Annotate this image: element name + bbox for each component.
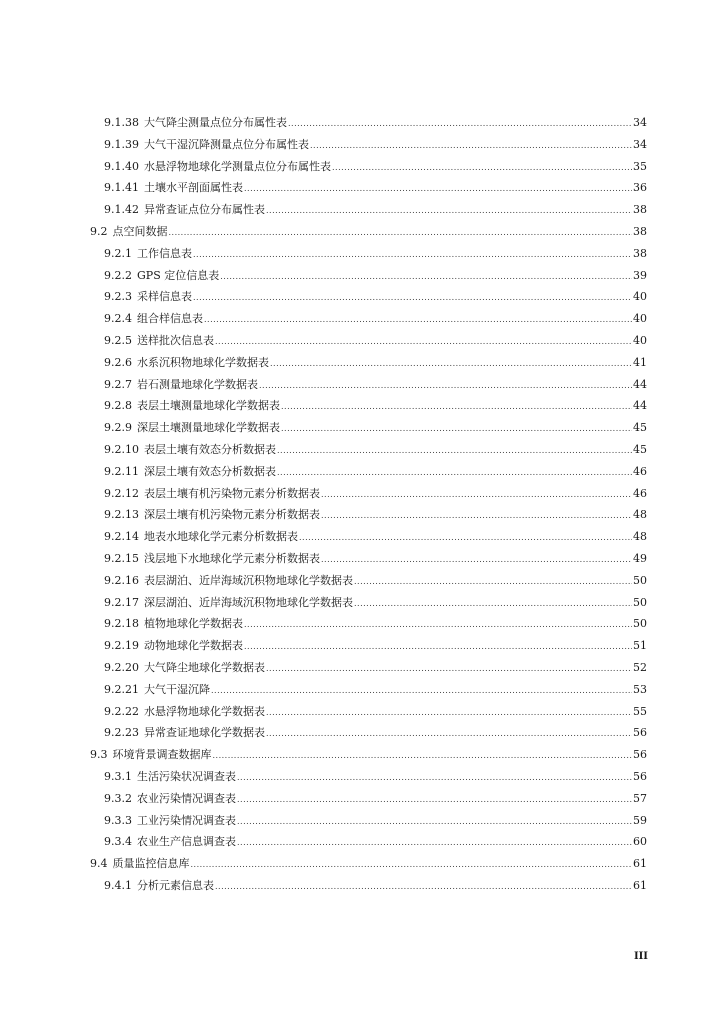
toc-dot-leader — [277, 440, 632, 462]
toc-entry-title: 采样信息表 — [137, 290, 192, 304]
toc-entry-page: 56 — [633, 726, 647, 740]
toc-dot-leader — [237, 789, 632, 811]
toc-entry-page: 38 — [633, 203, 647, 217]
toc-entry-page: 61 — [633, 857, 647, 871]
toc-entry-number: 9.3.4 — [104, 835, 132, 849]
toc-dot-leader — [244, 614, 632, 636]
toc-subsection-entry[interactable] — [0, 417, 724, 439]
toc-dot-leader — [310, 135, 632, 157]
toc-entry-title: 生活污染状况调查表 — [137, 769, 236, 783]
toc-dot-leader — [270, 353, 632, 375]
toc-dot-leader — [354, 593, 632, 615]
toc-entry-title: 大气干湿沉降测量点位分布属性表 — [144, 137, 309, 151]
toc-entry-title: 深层土壤测量地球化学数据表 — [137, 421, 280, 435]
toc-entry-number: 9.2.19 — [104, 639, 139, 653]
toc-dot-leader — [204, 309, 632, 331]
toc-entry-title: 异常查证地球化学数据表 — [144, 726, 265, 740]
toc-entry-title: 土壤水平剖面属性表 — [144, 181, 243, 195]
toc-subsection-entry[interactable] — [0, 395, 724, 417]
toc-dot-leader — [215, 331, 632, 353]
toc-entry-number: 9.2.9 — [104, 421, 132, 435]
toc-entry-page: 38 — [633, 246, 647, 260]
page-number: III — [633, 951, 648, 962]
toc-entry-page: 34 — [633, 116, 647, 129]
toc-dot-leader — [354, 571, 632, 593]
toc-entry-title: 水系沉积物地球化学数据表 — [137, 355, 269, 369]
toc-entry-title: 工作信息表 — [137, 246, 192, 260]
toc-subsection-entry[interactable] — [0, 570, 724, 592]
toc-subsection-entry[interactable] — [0, 548, 724, 570]
toc-entry-page: 40 — [633, 333, 647, 347]
toc-entry-page: 55 — [633, 704, 647, 718]
toc-dot-leader — [244, 636, 632, 658]
toc-subsection-entry[interactable] — [0, 483, 724, 505]
toc-subsection-entry[interactable] — [0, 439, 724, 461]
toc-entry-title: 植物地球化学数据表 — [144, 617, 243, 631]
toc-entry-number: 9.2.14 — [104, 530, 139, 544]
toc-subsection-entry[interactable] — [0, 722, 724, 744]
toc-subsection-entry[interactable] — [0, 461, 724, 483]
toc-subsection-entry[interactable] — [0, 243, 724, 265]
toc-section-entry[interactable] — [0, 853, 724, 875]
toc-entry-page: 60 — [633, 835, 647, 849]
toc-entry-number: 9.2.6 — [104, 355, 132, 369]
toc-entry-title: 表层土壤测量地球化学数据表 — [137, 399, 280, 413]
toc-entry-title: 组合样信息表 — [137, 312, 203, 326]
toc-entry-number: 9.2.7 — [104, 377, 132, 391]
toc-dot-leader — [266, 200, 632, 222]
toc-entry-number: 9.3.1 — [104, 769, 132, 783]
toc-entry-page: 50 — [633, 617, 647, 631]
toc-entry-number: 9.3.3 — [104, 813, 132, 827]
toc-entry-page: 48 — [633, 508, 647, 522]
toc-dot-leader — [277, 462, 632, 484]
toc-entry-number: 9.2.16 — [104, 573, 139, 587]
toc-entry-page: 44 — [633, 399, 647, 413]
toc-entry-page: 34 — [633, 137, 647, 151]
toc-entry-number: 9.2.10 — [104, 442, 139, 456]
toc-subsection-entry[interactable] — [0, 635, 724, 657]
toc-dot-leader — [193, 244, 632, 266]
toc-entry-page: 56 — [633, 748, 647, 762]
toc-subsection-entry[interactable] — [0, 679, 724, 701]
toc-entry-page: 36 — [633, 181, 647, 195]
toc-entry-number: 9.2.3 — [104, 290, 132, 304]
toc-entry-title: 大气降尘地球化学数据表 — [144, 660, 265, 674]
toc-subsection-entry[interactable] — [0, 199, 724, 221]
toc-entry-title: 表层湖泊、近岸海域沉积物地球化学数据表 — [144, 573, 353, 587]
toc-entry-number: 9.1.42 — [104, 203, 139, 217]
toc-dot-leader — [266, 723, 632, 745]
toc-entry-page: 51 — [633, 639, 647, 653]
toc-entry-number: 9.2.5 — [104, 333, 132, 347]
toc-entry-number: 9.2.21 — [104, 682, 139, 696]
toc-entry-title: GPS 定位信息表 — [137, 268, 220, 282]
toc-entry-title: 点空间数据 — [112, 224, 168, 238]
toc-entry-page: 46 — [633, 464, 647, 478]
toc-entry-title: 动物地球化学数据表 — [144, 639, 243, 653]
toc-dot-leader — [259, 375, 632, 397]
toc-entry-number: 9.2.2 — [104, 268, 132, 282]
toc-entry-number: 9.2.11 — [104, 464, 139, 478]
toc-dot-leader — [266, 658, 632, 680]
toc-subsection-entry[interactable] — [0, 766, 724, 788]
toc-dot-leader — [321, 549, 632, 571]
toc-entry-number: 9.1.40 — [104, 159, 139, 173]
toc-dot-leader — [193, 287, 632, 309]
toc-entry-title: 水悬浮物地球化学测量点位分布属性表 — [144, 159, 331, 173]
toc-subsection-entry[interactable] — [0, 112, 724, 134]
toc-entry-page: 52 — [633, 660, 647, 674]
toc-entry-number: 9.2.18 — [104, 617, 139, 631]
toc-dot-leader — [321, 484, 632, 506]
toc-entry-page: 40 — [633, 312, 647, 326]
toc-entry-title: 水悬浮物地球化学数据表 — [144, 704, 265, 718]
toc-entry-page: 50 — [633, 573, 647, 587]
toc-subsection-entry[interactable] — [0, 526, 724, 548]
toc-entry-title: 农业污染情况调查表 — [137, 791, 236, 805]
toc-entry-page: 39 — [633, 268, 647, 282]
toc-entry-page: 45 — [633, 442, 647, 456]
toc-entry-title: 环境背景调查数据库 — [112, 748, 212, 762]
toc-entry-number: 9.3.2 — [104, 791, 132, 805]
toc-dot-leader — [237, 832, 632, 854]
toc-entry-number: 9.4 — [90, 857, 108, 871]
toc-subsection-entry[interactable] — [0, 701, 724, 723]
toc-subsection-entry[interactable] — [0, 504, 724, 526]
toc-entry-title: 大气干湿沉降 — [144, 682, 210, 696]
toc-subsection-entry[interactable] — [0, 352, 724, 374]
toc-dot-leader — [215, 876, 632, 898]
toc-subsection-entry[interactable] — [0, 875, 724, 897]
toc-entry-title: 工业污染情况调查表 — [137, 813, 236, 827]
toc-entry-number: 9.1.39 — [104, 137, 139, 151]
toc-dot-leader — [281, 418, 632, 440]
toc-entry-number: 9.2.23 — [104, 726, 139, 740]
toc-entry-page: 45 — [633, 421, 647, 435]
toc-subsection-entry[interactable] — [0, 265, 724, 287]
toc-dot-leader — [211, 680, 632, 702]
toc-entry-title: 表层土壤有效态分析数据表 — [144, 442, 276, 456]
toc-dot-leader — [244, 178, 632, 200]
toc-entry-number: 9.2.12 — [104, 486, 139, 500]
toc-subsection-entry[interactable] — [0, 156, 724, 178]
toc-subsection-entry[interactable] — [0, 374, 724, 396]
toc-subsection-entry[interactable] — [0, 134, 724, 156]
toc-dot-leader — [169, 222, 633, 244]
toc-entry-number: 9.2.17 — [104, 595, 139, 609]
toc-entry-title: 深层土壤有机污染物元素分析数据表 — [144, 508, 320, 522]
toc-entry-number: 9.2.15 — [104, 551, 139, 565]
toc-dot-leader — [191, 854, 633, 876]
table-of-contents — [0, 112, 724, 897]
toc-entry-number: 9.2.1 — [104, 246, 132, 260]
toc-entry-page: 40 — [633, 290, 647, 304]
toc-entry-number: 9.2.4 — [104, 312, 132, 326]
toc-entry-title: 分析元素信息表 — [137, 878, 214, 892]
toc-entry-number: 9.2.8 — [104, 399, 132, 413]
toc-entry-page: 61 — [633, 878, 647, 892]
toc-entry-number: 9.2.22 — [104, 704, 139, 718]
toc-entry-title: 深层土壤有效态分析数据表 — [144, 464, 276, 478]
toc-dot-leader — [213, 745, 633, 767]
toc-dot-leader — [281, 396, 632, 418]
toc-dot-leader — [332, 157, 632, 179]
toc-entry-number: 9.3 — [90, 748, 108, 762]
toc-dot-leader — [321, 505, 632, 527]
toc-entry-number: 9.4.1 — [104, 878, 132, 892]
toc-entry-page: 44 — [633, 377, 647, 391]
toc-entry-title: 农业生产信息调查表 — [137, 835, 236, 849]
toc-dot-leader — [299, 527, 632, 549]
toc-entry-page: 41 — [633, 355, 647, 369]
toc-section-entry[interactable] — [0, 744, 724, 766]
toc-entry-title: 表层土壤有机污染物元素分析数据表 — [144, 486, 320, 500]
toc-entry-number: 9.1.38 — [104, 116, 139, 129]
toc-entry-title: 异常查证点位分布属性表 — [144, 203, 265, 217]
toc-subsection-entry[interactable] — [0, 286, 724, 308]
toc-entry-page: 57 — [633, 791, 647, 805]
toc-entry-page: 50 — [633, 595, 647, 609]
toc-entry-title: 岩石测量地球化学数据表 — [137, 377, 258, 391]
toc-entry-title: 送样批次信息表 — [137, 333, 214, 347]
toc-subsection-entry[interactable] — [0, 831, 724, 853]
toc-dot-leader — [237, 811, 632, 833]
toc-dot-leader — [220, 266, 632, 288]
toc-entry-page: 46 — [633, 486, 647, 500]
toc-entry-page: 48 — [633, 530, 647, 544]
toc-entry-title: 地表水地球化学元素分析数据表 — [144, 530, 298, 544]
toc-entry-page: 53 — [633, 682, 647, 696]
toc-subsection-entry[interactable] — [0, 592, 724, 614]
toc-entry-title: 质量监控信息库 — [112, 857, 190, 871]
toc-entry-number: 9.2 — [90, 224, 108, 238]
toc-entry-page: 35 — [633, 159, 647, 173]
toc-entry-page: 49 — [633, 551, 647, 565]
toc-section-entry[interactable] — [0, 221, 724, 243]
toc-entry-title: 大气降尘测量点位分布属性表 — [144, 116, 287, 129]
toc-subsection-entry[interactable] — [0, 308, 724, 330]
toc-entry-page: 56 — [633, 769, 647, 783]
toc-subsection-entry[interactable] — [0, 810, 724, 832]
toc-entry-title: 浅层地下水地球化学元素分析数据表 — [144, 551, 320, 565]
toc-subsection-entry[interactable] — [0, 613, 724, 635]
toc-subsection-entry[interactable] — [0, 330, 724, 352]
toc-dot-leader — [266, 702, 632, 724]
toc-subsection-entry[interactable] — [0, 788, 724, 810]
toc-entry-page: 38 — [633, 224, 647, 238]
toc-entry-number: 9.2.13 — [104, 508, 139, 522]
toc-dot-leader — [237, 767, 632, 789]
toc-subsection-entry[interactable] — [0, 657, 724, 679]
toc-dot-leader — [288, 113, 632, 135]
toc-entry-title: 深层湖泊、近岸海域沉积物地球化学数据表 — [144, 595, 353, 609]
toc-entry-page: 59 — [633, 813, 647, 827]
toc-entry-number: 9.2.20 — [104, 660, 139, 674]
toc-entry-number: 9.1.41 — [104, 181, 139, 195]
toc-subsection-entry[interactable] — [0, 177, 724, 199]
